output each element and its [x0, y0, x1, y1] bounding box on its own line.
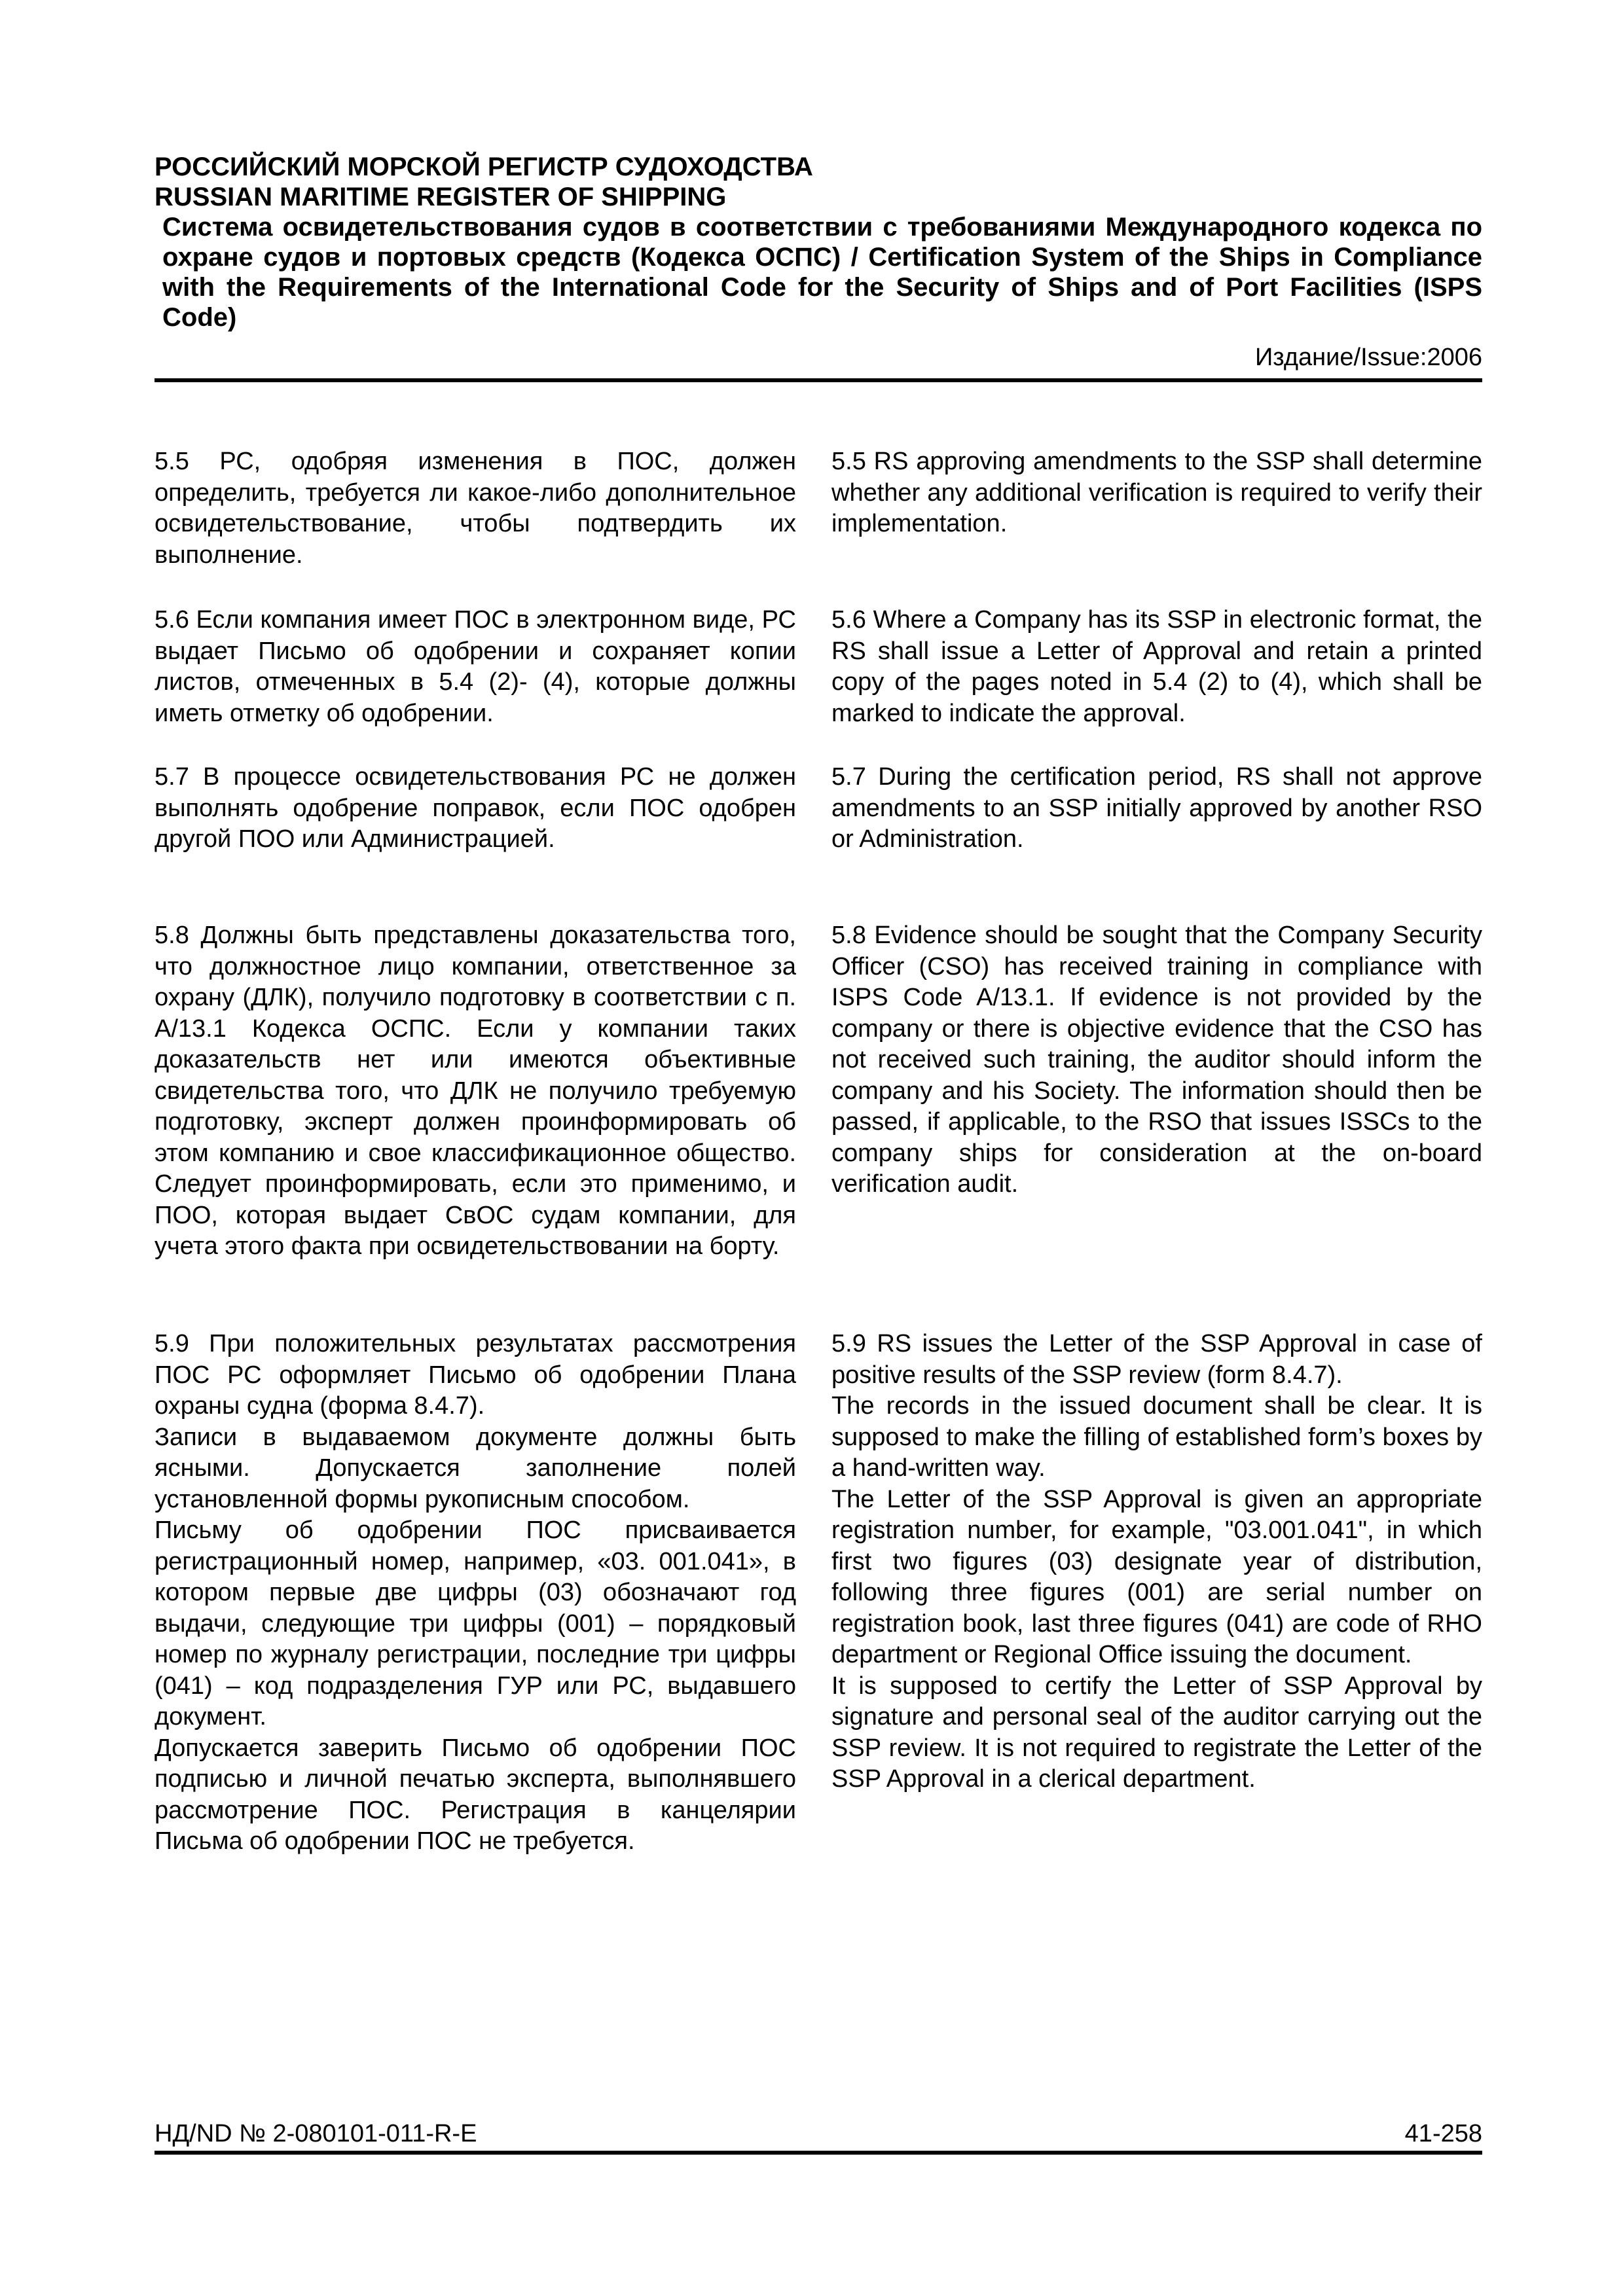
org-name-ru: РОССИЙСКИЙ МОРСКОЙ РЕГИСТР СУДОХОДСТВА: [155, 152, 813, 181]
footer-divider: [155, 2151, 1482, 2155]
section-5-9-ru-p2: Записи в выдаваемом документе должны быть ясными. Допускается заполнение полей установленной формы рукописным способом.: [155, 1423, 796, 1513]
section-5-9-en-p3: The Letter of the SSP Approval is given an appropriate registration number, for example, "03.001.041", in which first two figures (03) designate year of distribution, following three figures (001) are serial number on registration book, last three figures (041) are code of RHO department or Regional Office issuing the document.: [831, 1485, 1482, 1668]
section-5-9-en: [831, 1329, 1482, 1795]
section-5-9-ru-p1: 5.9 При положительных результатах рассмотрения ПОС РС оформляет Письмо об одобрении Плана охраны судна (форма 8.4.7).: [155, 1330, 796, 1420]
section-5-9-en-p2: The records in the issued document shall be clear. It is supposed to make the filling of established form’s boxes by a hand-written way.: [831, 1392, 1482, 1482]
document-number: НД/ND № 2-080101-011-R-E: [155, 2120, 477, 2147]
page-number: 41-258: [1404, 2120, 1482, 2147]
edition-label: Издание/Issue:2006: [1254, 344, 1482, 371]
header-divider: [155, 378, 1482, 382]
section-5-9-ru-p3: Письму об одобрении ПОС присваивается регистрационный номер, например, «03. 001.041», в котором первые две цифры (03) обозначают год выдачи, следующие три цифры (001) – порядковый номер по журналу регистрации, последние три цифры (041) – код подразделения ГУР или РС, выдавшего документ.: [155, 1516, 796, 1731]
org-name-en: RUSSIAN MARITIME REGISTER OF SHIPPING: [155, 183, 727, 211]
section-5-8-ru: 5.8 Должны быть представлены доказательства того, что должностное лицо компании, ответственное за охрану (ДЛК), получило подготовку в соответствии с п. A/13.1 Кодекса ОСПС. Если у компании таких доказательств нет или имеются объективные свидетельства того, что ДЛК не получило требуемую подготовку, эксперт должен проинформировать об этом компанию и свое классификационное общество. Следует проинформировать, если это применимо, и ПОО, которая выдает СвОС судам компании, для учета этого факта при освидетельствовании на борту.: [155, 922, 796, 1260]
section-5-6-ru: 5.6 Если компания имеет ПОС в электронном виде, РС выдает Письмо об одобрении и сохраняет копии листов, отмеченных в 5.4 (2)- (4), которые должны иметь отметку об одобрении.: [155, 606, 796, 727]
section-5-5-en: 5.5 RS approving amendments to the SSP shall determine whether any additional verification is required to verify their implementation.: [831, 448, 1482, 537]
document-title: Система освидетельствования судов в соответствии с требованиями Международного кодекса по охране судов и портовых средств (Кодекса ОСПС) / Certification System of the Ships in Compliance with the Requirements of the International Code for the Security of Ships and of Port Facilities (ISPS Code): [162, 213, 1482, 332]
section-5-9-ru-p4: Допускается заверить Письмо об одобрении ПОС подписью и личной печатью эксперта, выполнявшего рассмотрение ПОС. Регистрация в канцелярии Письма об одобрении ПОС не требуется.: [155, 1734, 796, 1855]
section-5-9-en-p4: It is supposed to certify the Letter of SSP Approval by signature and personal seal of the auditor carrying out the SSP review. It is not required to registrate the Letter of the SSP Approval in a clerical department.: [831, 1672, 1482, 1793]
section-5-6-en: 5.6 Where a Company has its SSP in electronic format, the RS shall issue a Letter of Approval and retain a printed copy of the pages noted in 5.4 (2) to (4), which shall be marked to indicate the approval.: [831, 606, 1482, 727]
section-5-9-en-p1: 5.9 RS issues the Letter of the SSP Approval in case of positive results of the SSP review (form 8.4.7).: [831, 1330, 1482, 1389]
section-5-8-en: 5.8 Evidence should be sought that the Company Security Officer (CSO) has received training in compliance with ISPS Code A/13.1. If evidence is not provided by the company or there is objective evidence that the CSO has not received such training, the auditor should inform the company and his Society. The information should then be passed, if applicable, to the RSO that issues ISSCs to the company ships for consideration at the on-board verification audit.: [831, 922, 1482, 1198]
document-header: [155, 152, 1482, 332]
section-5-5-ru: 5.5 РС, одобряя изменения в ПОС, должен определить, требуется ли какое-либо дополнительное освидетельствование, чтобы подтвердить их выполнение.: [155, 448, 796, 569]
section-5-9-ru: [155, 1329, 796, 1857]
section-5-7-en: 5.7 During the certification period, RS shall not approve amendments to an SSP initially approved by another RSO or Administration.: [831, 763, 1482, 853]
section-5-7-ru: 5.7 В процессе освидетельствования РС не должен выполнять одобрение поправок, если ПОС одобрен другой ПОО или Администрацией.: [155, 763, 796, 853]
